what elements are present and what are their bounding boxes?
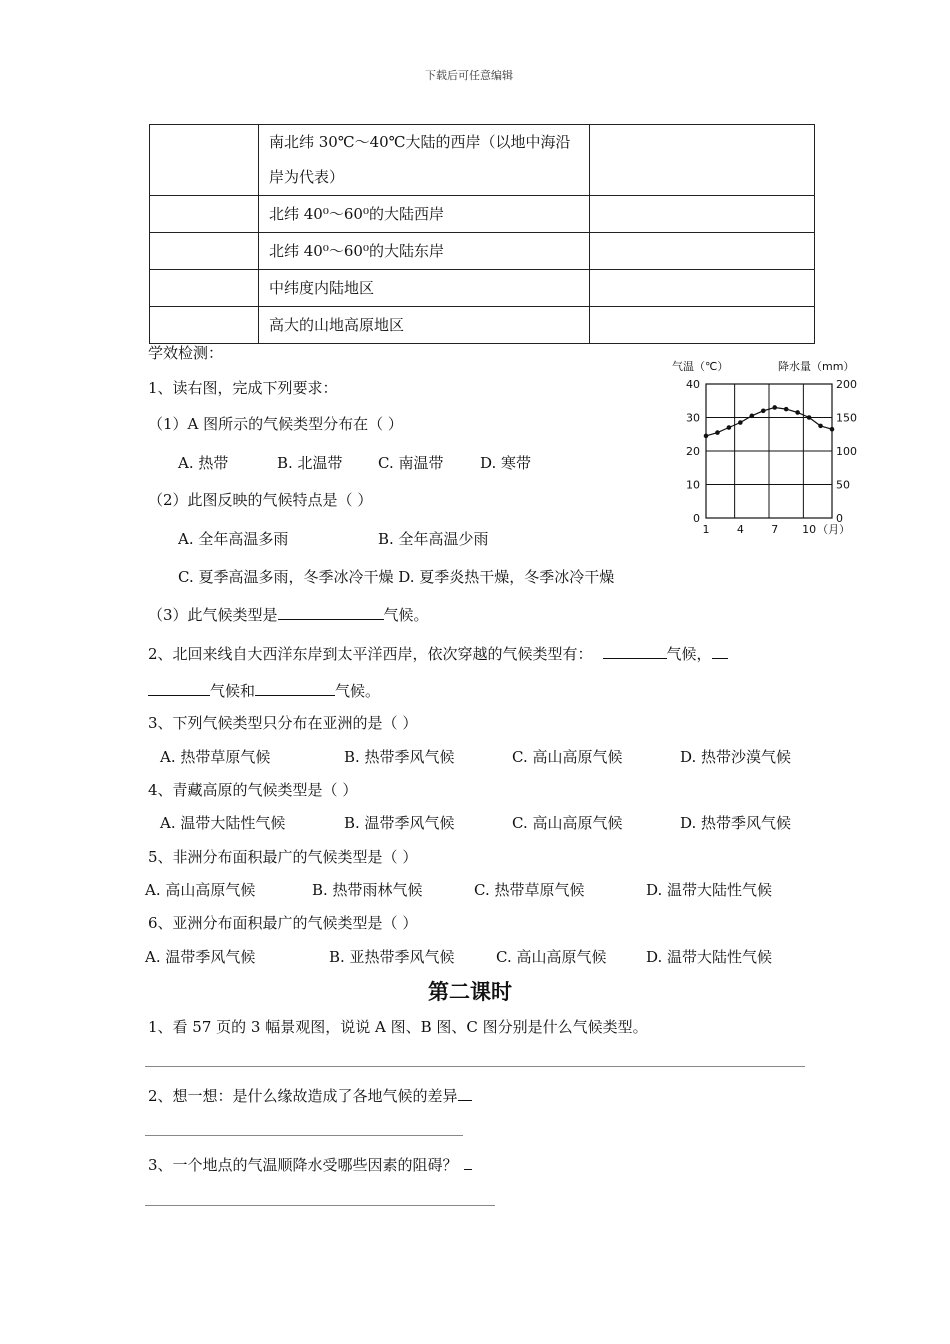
question-text: 气候和 <box>210 682 256 700</box>
x-axis-unit-label: （月） <box>817 523 851 536</box>
temperature-point <box>784 407 789 412</box>
y-left-tick-label: 40 <box>686 378 700 391</box>
question-text: 气候， <box>666 645 712 663</box>
question-4: 4、青藏高原的气候类型是（ ） <box>148 781 358 799</box>
table-cell: 北纬 40⁰～60⁰的大陆西岸 <box>259 196 590 233</box>
table-cell <box>150 307 259 344</box>
climate-chart <box>664 356 866 542</box>
temperature-point <box>795 410 800 415</box>
question-2-cont <box>148 680 380 701</box>
option-c: C. 南温带 <box>378 454 444 472</box>
table-cell <box>150 270 259 307</box>
option-a: A. 温带季风气候 <box>145 948 256 966</box>
table-row <box>150 196 815 233</box>
option-b: B. 热带季风气候 <box>344 748 455 766</box>
temperature-point <box>750 414 755 419</box>
table-cell: 中纬度内陆地区 <box>259 270 590 307</box>
table-cell <box>590 270 815 307</box>
temperature-point <box>761 409 766 414</box>
option-d: D. 热带季风气候 <box>680 814 792 832</box>
question-1-part-1: （1）A 图所示的气候类型分布在（ ） <box>148 415 403 433</box>
option-a: A. 热带 <box>178 454 229 472</box>
y-axis-right-label: 降水量（mm） <box>778 360 855 373</box>
question-text: 2、想一想：是什么缘故造成了各地气候的差异 <box>148 1087 458 1105</box>
answer-line <box>145 1066 805 1067</box>
y-left-tick-label: 30 <box>686 411 700 425</box>
answer-line <box>145 1205 495 1206</box>
section-heading: 学效检测： <box>148 344 224 362</box>
option-a: A. 全年高温多雨 <box>178 530 289 548</box>
y-left-tick-label: 10 <box>686 478 700 492</box>
option-c: C. 高山高原气候 <box>512 748 623 766</box>
question-text: 气候。 <box>383 606 429 624</box>
answer-blank <box>255 681 335 696</box>
question-1-part-3 <box>148 604 429 625</box>
y-right-tick-label: 50 <box>836 478 850 492</box>
question-text: 2、北回来线自大西洋东岸到太平洋西岸，依次穿越的气候类型有： <box>148 645 593 663</box>
temperature-point <box>704 434 709 439</box>
table-cell <box>590 125 815 196</box>
option-d: D. 温带大陆性气候 <box>646 948 773 966</box>
y-right-tick-label: 100 <box>836 445 857 458</box>
y-left-tick-label: 20 <box>686 445 700 458</box>
temperature-point <box>772 405 777 410</box>
question-text: 3、一个地点的气温顺降水受哪些因素的阻碍？ <box>148 1156 458 1174</box>
option-d: D. 寒带 <box>480 454 532 472</box>
table-cell <box>150 125 259 196</box>
y-right-tick-label: 0 <box>836 512 843 525</box>
x-tick-label: 1 <box>702 523 710 536</box>
climate-table <box>149 124 815 344</box>
option-d: D. 温带大陆性气候 <box>646 881 773 899</box>
answer-blank <box>464 1155 472 1170</box>
option-a: A. 高山高原气候 <box>145 881 256 899</box>
lesson2-question-1: 1、看 57 页的 3 幅景观图，说说 A 图、B 图、C 图分别是什么气候类型。 <box>148 1018 648 1036</box>
answer-blank <box>603 644 667 659</box>
table-cell <box>150 233 259 270</box>
table-row <box>150 270 815 307</box>
x-tick-label: 4 <box>736 523 744 536</box>
answer-blank <box>148 681 210 696</box>
answer-blank <box>712 644 728 659</box>
option-a: A. 热带草原气候 <box>160 748 271 766</box>
x-tick-label: 10 <box>802 523 817 536</box>
x-tick-label: 7 <box>771 523 779 536</box>
table-cell: 高大的山地高原地区 <box>259 307 590 344</box>
lesson-title: 第二课时 <box>428 980 512 1004</box>
option-a: A. 温带大陆性气候 <box>160 814 286 832</box>
y-left-tick-label: 0 <box>693 512 700 525</box>
question-text: （3）此气候类型是 <box>148 606 278 624</box>
options-cd: C. 夏季高温多雨，冬季冰冷干燥 D. 夏季炎热干燥，冬季冰冷干燥 <box>178 568 615 586</box>
answer-blank <box>458 1086 472 1101</box>
option-b: B. 温带季风气候 <box>344 814 455 832</box>
option-c: C. 高山高原气候 <box>512 814 623 832</box>
table-cell <box>590 307 815 344</box>
question-2 <box>148 643 728 664</box>
temperature-point <box>807 415 812 420</box>
page-header: 下载后可任意编辑 <box>425 69 513 82</box>
y-right-tick-label: 200 <box>836 378 857 391</box>
y-axis-left-label: 气温（℃） <box>672 360 729 373</box>
option-c: C. 高山高原气候 <box>496 948 607 966</box>
question-3: 3、下列气候类型只分布在亚洲的是（ ） <box>148 714 418 732</box>
table-cell <box>590 233 815 270</box>
temperature-point <box>727 425 732 430</box>
temperature-point <box>738 420 743 425</box>
option-d: D. 热带沙漠气候 <box>680 748 792 766</box>
option-b: B. 北温带 <box>277 454 343 472</box>
question-1: 1、读右图，完成下列要求： <box>148 379 338 397</box>
answer-line <box>145 1135 463 1136</box>
question-text: 气候。 <box>335 682 381 700</box>
table-cell <box>590 196 815 233</box>
question-6: 6、亚洲分布面积最广的气候类型是（ ） <box>148 914 418 932</box>
lesson2-question-2 <box>148 1085 472 1106</box>
option-c: C. 热带草原气候 <box>474 881 585 899</box>
answer-blank <box>278 605 384 620</box>
table-row <box>150 307 815 344</box>
table-row <box>150 233 815 270</box>
question-5: 5、非洲分布面积最广的气候类型是（ ） <box>148 848 418 866</box>
temperature-point <box>818 424 823 429</box>
option-b: B. 全年高温少雨 <box>378 530 489 548</box>
table-cell <box>150 196 259 233</box>
lesson2-question-3 <box>148 1154 472 1175</box>
y-right-tick-label: 150 <box>836 411 857 425</box>
temperature-point <box>715 430 720 435</box>
option-b: B. 亚热带季风气候 <box>329 948 455 966</box>
table-row <box>150 125 815 196</box>
option-b: B. 热带雨林气候 <box>312 881 423 899</box>
question-1-part-2: （2）此图反映的气候特点是（ ） <box>148 491 373 509</box>
table-cell: 南北纬 30℃～40℃大陆的西岸（以地中海沿岸为代表） <box>259 125 590 196</box>
table-cell: 北纬 40⁰～60⁰的大陆东岸 <box>259 233 590 270</box>
temperature-point <box>830 427 835 432</box>
